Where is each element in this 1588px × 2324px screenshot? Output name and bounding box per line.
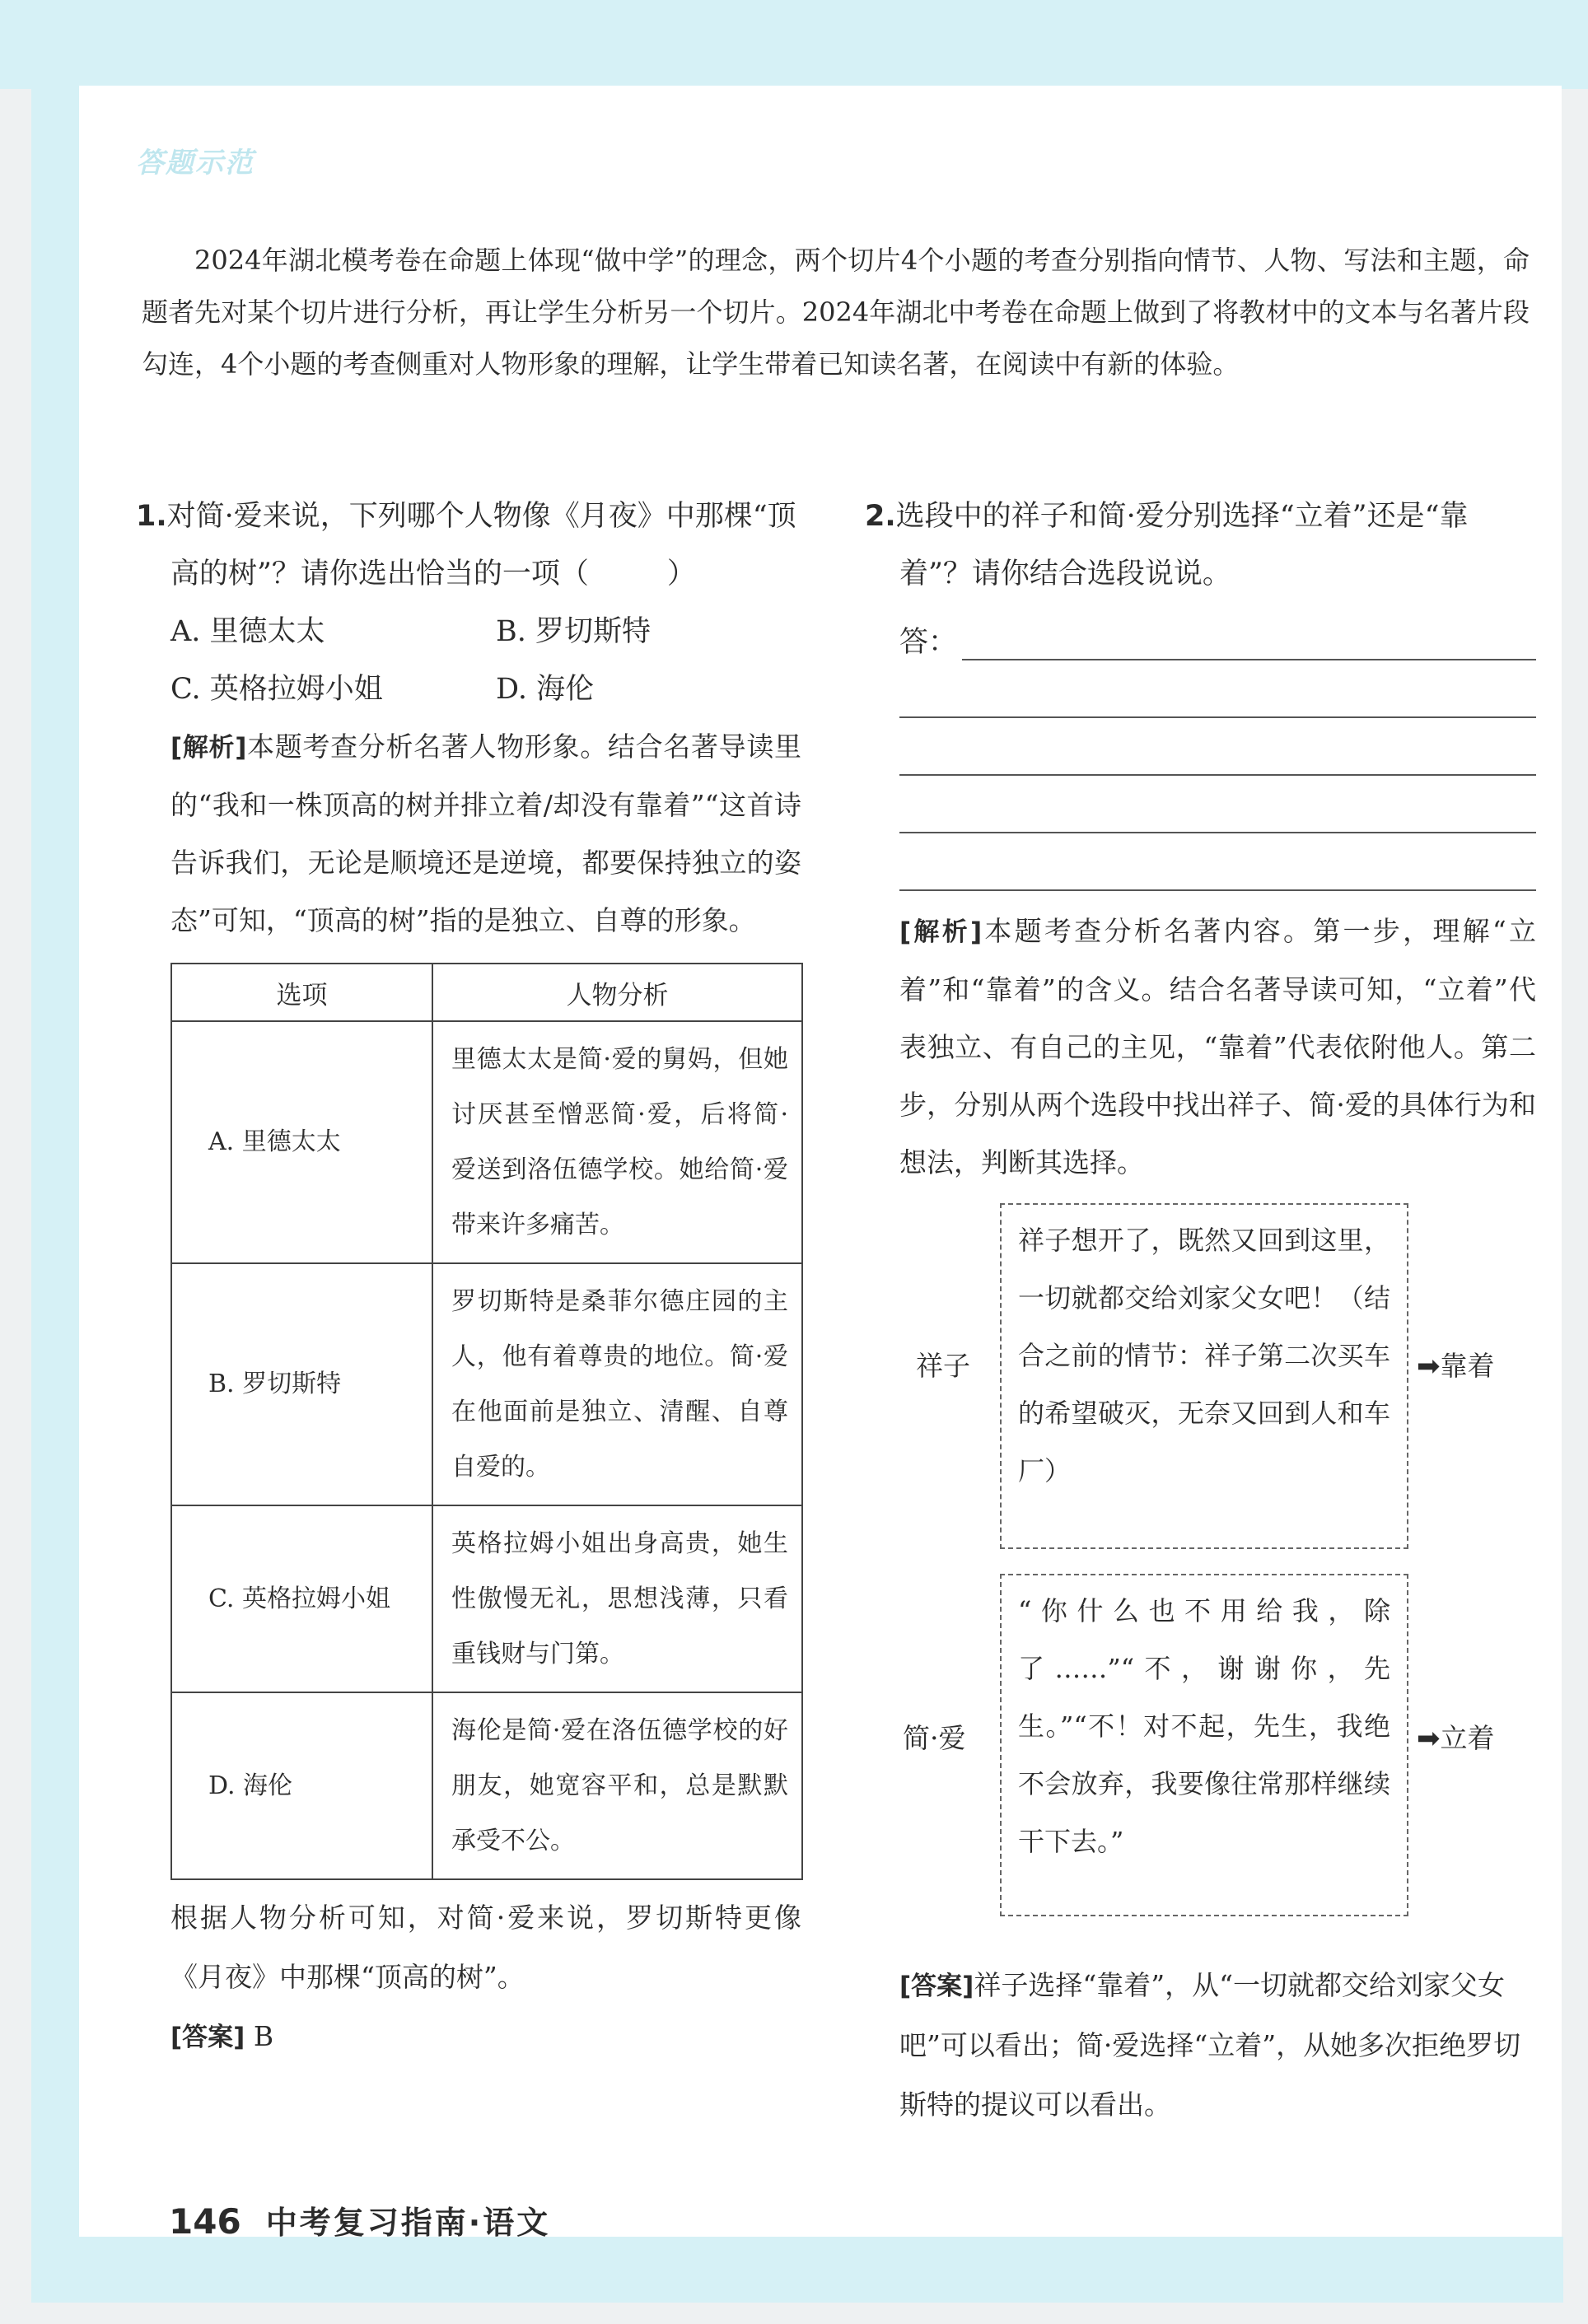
arrow-right-icon: ➡: [1417, 1350, 1441, 1383]
question-1: [136, 488, 801, 2067]
table-cell-analysis: 英格拉姆小姐出身高贵，她生性傲慢无礼，思想浅薄，只看重钱财与门第。: [432, 1505, 802, 1692]
table-cell-option: B. 罗切斯特: [171, 1263, 432, 1505]
q1-stem-text: 对简·爱来说，下列哪个人物像《月夜》中那棵“顶高的树”？请你选出恰当的一项（: [166, 500, 796, 590]
q2-analysis-tag: [解析]: [899, 917, 983, 947]
q1-stem-close: ）: [666, 558, 696, 590]
table-cell-option: D. 海伦: [171, 1692, 432, 1879]
q1-options: [136, 603, 801, 718]
page-number: 146: [169, 2201, 241, 2242]
q2-answer-line[interactable]: [899, 660, 1536, 718]
q2-answer-line[interactable]: [899, 776, 1536, 833]
table-row: [171, 1021, 802, 1263]
book-title: 中考复习指南·语文: [265, 2205, 551, 2241]
table-row: [171, 1692, 802, 1879]
q1-answer-value: B: [253, 2020, 274, 2052]
character-analysis-table: [170, 963, 803, 1880]
flow-name-jane: 简·爱: [903, 1722, 966, 1754]
q2-answer-text: 祥子选择“靠着”，从“一切就都交给刘家父女吧”可以看出；简·爱选择“立着”，从她多次拒绝罗切斯特的提议可以看出。: [899, 1969, 1521, 2121]
q1-analysis-tag: [解析]: [170, 733, 247, 763]
table-cell-analysis: 海伦是简·爱在洛伍德学校的好朋友，她宽容平和，总是默默承受不公。: [432, 1692, 802, 1879]
q1-answer-tag: [答案]: [170, 2023, 245, 2052]
q2-answer-row: [865, 603, 1536, 660]
bottom-color-band: [31, 2237, 1563, 2303]
q1-conclusion: 根据人物分析可知，对简·爱来说，罗切斯特更像《月夜》中那棵“顶高的树”。: [170, 1902, 801, 1993]
left-color-band: [31, 16, 81, 2298]
intro-text: 2024年湖北模考卷在命题上体现“做中学”的理念，两个切片4个小题的考查分别指向情节、人物、写法和主题，命题者先对某个切片进行分析，再让学生分析另一个切片。2024年湖北中考卷在命题上做到了将教材中的文本与名著片段勾连，4个小题的考查侧重对人物形象的理解，让学生带着已知读名著，在阅读中有新的体验。: [142, 245, 1530, 380]
q2-analysis-text: 本题考查分析名著内容。第一步，理解“立着”和“靠着”的含义。结合名著导读可知，“立着”代表独立、有自己的主见，“靠着”代表依附他人。第二步，分别从两个选段中找出祥子、简·爱的具体行为和想法，判断其选择。: [899, 915, 1536, 1178]
q2-answer: [865, 1956, 1536, 2135]
table-header-analysis: 人物分析: [432, 964, 802, 1021]
flow-result-xiangzi: [1417, 1345, 1495, 1384]
q2-answer-line[interactable]: [899, 718, 1536, 776]
top-color-band: [0, 0, 1588, 89]
question-2: [865, 488, 1536, 2135]
intro-paragraph: [142, 235, 1530, 390]
q1-analysis-text: 本题考查分析名著人物形象。结合名著导读里的“我和一株顶高的树并排立着/却没有靠着”“这首诗告诉我们，无论是顺境还是逆境，都要保持独立的姿态”可知，“顶高的树”指的是独立、自尊的形象。: [170, 730, 802, 936]
q1-option-c[interactable]: C. 英格拉姆小姐: [170, 673, 383, 706]
q2-stem: [865, 488, 1536, 603]
table-header-option: 选项: [171, 964, 432, 1021]
q2-answer-line[interactable]: [899, 833, 1536, 891]
q2-answer-tag: [答案]: [899, 1972, 974, 2001]
q1-stem: [136, 488, 801, 603]
q1-analysis: [136, 718, 801, 950]
flow-box-jane: “你什么也不用给我，除了……”“不，谢谢你，先生。”“不！对不起，先生，我绝不会放弃，我要像往常那样继续干下去。”: [1000, 1574, 1408, 1916]
table-cell-option: C. 英格拉姆小姐: [171, 1505, 432, 1692]
flow-name-xiangzi: 祥子: [916, 1350, 970, 1382]
analysis-flow-diagram: [865, 1198, 1536, 1956]
table-row: [171, 1263, 802, 1505]
flow-result-text: 靠着: [1440, 1350, 1495, 1382]
table-cell-option: A. 里德太太: [171, 1021, 432, 1263]
q1-option-b[interactable]: B. 罗切斯特: [496, 615, 651, 648]
table-cell-analysis: 里德太太是简·爱的舅妈，但她讨厌甚至憎恶简·爱，后将简·爱送到洛伍德学校。她给简·爱带来许多痛苦。: [432, 1021, 802, 1263]
q2-answer-line[interactable]: [962, 621, 1536, 660]
q2-answer-prefix: 答：: [899, 626, 958, 659]
arrow-right-icon: ➡: [1417, 1722, 1441, 1755]
flow-result-text: 立着: [1440, 1722, 1495, 1754]
q1-option-d[interactable]: D. 海伦: [496, 673, 595, 706]
flow-result-jane: [1417, 1717, 1495, 1756]
q1-option-a[interactable]: A. 里德太太: [170, 615, 325, 648]
q1-answer: [136, 2007, 801, 2067]
page-footer: [169, 2197, 550, 2242]
q2-number: 2.: [865, 500, 896, 533]
table-row: [171, 1505, 802, 1692]
q2-stem-text: 选段中的祥子和简·爱分别选择“立着”还是“靠着”？请你结合选段说说。: [895, 500, 1469, 590]
q1-number: 1.: [136, 500, 167, 533]
table-header-row: [171, 964, 802, 1021]
flow-box-xiangzi: 祥子想开了，既然又回到这里，一切就都交给刘家父女吧！（结合之前的情节：祥子第二次买车的希望破灭，无奈又回到人和车厂）: [1000, 1203, 1408, 1549]
section-label: 答题示范: [136, 147, 255, 180]
table-cell-analysis: 罗切斯特是桑菲尔德庄园的主人，他有着尊贵的地位。简·爱在他面前是独立、清醒、自尊自爱的。: [432, 1263, 802, 1505]
q2-analysis: [865, 903, 1536, 1192]
